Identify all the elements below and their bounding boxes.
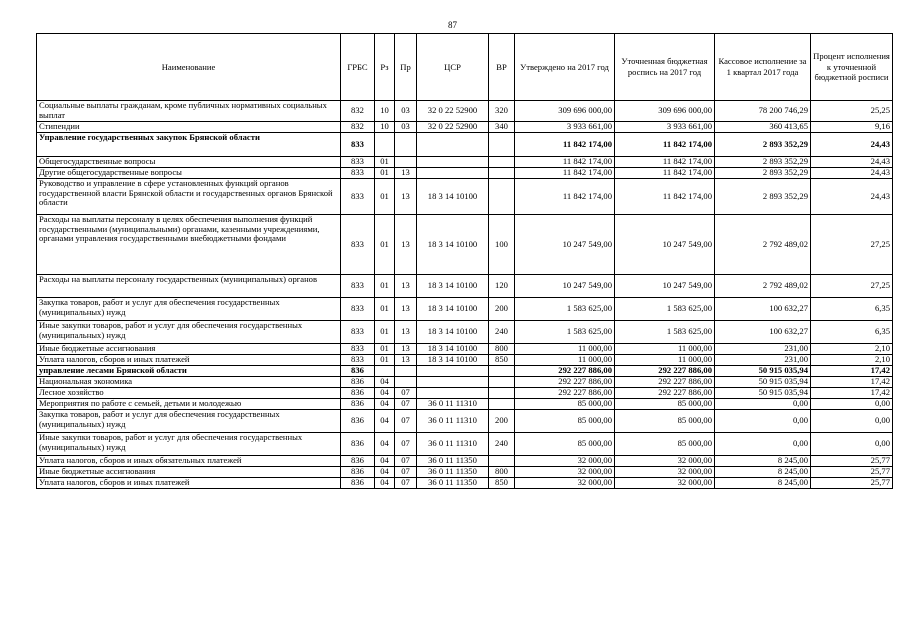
- row-name-cell: Иные закупки товаров, работ и услуг для обеспечения государственных (муниципальных) нужд: [37, 321, 341, 344]
- row-revised-cell: 85 000,00: [615, 410, 715, 433]
- row-csr-cell: 18 3 14 10100: [417, 344, 489, 355]
- header-csr: ЦСР: [417, 34, 489, 101]
- row-percent-cell: 24,43: [811, 157, 893, 168]
- row-csr-cell: [417, 388, 489, 399]
- row-csr-cell: 18 3 14 10100: [417, 355, 489, 366]
- row-name-cell: Лесное хозяйство: [37, 388, 341, 399]
- row-percent-cell: 6,35: [811, 298, 893, 321]
- row-grbs-cell: 836: [341, 366, 375, 377]
- row-name-cell: Мероприятия по работе с семьей, детьми и молодежью: [37, 399, 341, 410]
- table-row: [37, 215, 893, 275]
- row-rz-cell: 01: [375, 215, 395, 275]
- row-pr-cell: [395, 133, 417, 157]
- row-grbs-cell: 836: [341, 456, 375, 467]
- row-executed-cell: 2 792 489,02: [715, 275, 811, 298]
- row-rz-cell: 01: [375, 179, 395, 215]
- row-rz-cell: 04: [375, 456, 395, 467]
- table-row: [37, 321, 893, 344]
- row-grbs-cell: 836: [341, 388, 375, 399]
- row-vr-cell: [489, 399, 515, 410]
- row-name-cell: Другие общегосударственные вопросы: [37, 168, 341, 179]
- row-approved-cell: 10 247 549,00: [515, 215, 615, 275]
- row-percent-cell: 9,16: [811, 122, 893, 133]
- header-pr: Пр: [395, 34, 417, 101]
- row-pr-cell: 13: [395, 344, 417, 355]
- row-csr-cell: 36 0 11 11350: [417, 478, 489, 489]
- row-executed-cell: 231,00: [715, 344, 811, 355]
- row-pr-cell: 03: [395, 101, 417, 122]
- row-grbs-cell: 832: [341, 101, 375, 122]
- row-approved-cell: 11 842 174,00: [515, 179, 615, 215]
- row-executed-cell: 50 915 035,94: [715, 366, 811, 377]
- row-rz-cell: 01: [375, 298, 395, 321]
- table-row: [37, 133, 893, 157]
- header-executed: Кассовое исполнение за 1 квартал 2017 года: [715, 34, 811, 101]
- table-row: [37, 157, 893, 168]
- row-revised-cell: 32 000,00: [615, 478, 715, 489]
- row-percent-cell: 25,77: [811, 456, 893, 467]
- row-name-cell: Управление государственных закупок Брянской области: [37, 133, 341, 157]
- row-name-cell: Социальные выплаты гражданам, кроме публичных нормативных социальных выплат: [37, 101, 341, 122]
- table-row: [37, 388, 893, 399]
- row-pr-cell: 07: [395, 410, 417, 433]
- row-pr-cell: 03: [395, 122, 417, 133]
- row-revised-cell: 292 227 886,00: [615, 377, 715, 388]
- row-name-cell: Расходы на выплаты персоналу государственных (муниципальных) органов: [37, 275, 341, 298]
- row-grbs-cell: 833: [341, 157, 375, 168]
- row-csr-cell: 36 0 11 11310: [417, 399, 489, 410]
- row-grbs-cell: 833: [341, 344, 375, 355]
- row-csr-cell: [417, 168, 489, 179]
- row-executed-cell: 50 915 035,94: [715, 377, 811, 388]
- row-percent-cell: 25,77: [811, 467, 893, 478]
- table-row: [37, 377, 893, 388]
- row-vr-cell: [489, 388, 515, 399]
- row-pr-cell: 07: [395, 478, 417, 489]
- table-row: [37, 456, 893, 467]
- row-csr-cell: 36 0 11 11310: [417, 410, 489, 433]
- header-percent: Процент исполнения к уточненной бюджетной росписи: [811, 34, 893, 101]
- row-percent-cell: 0,00: [811, 433, 893, 456]
- row-rz-cell: 04: [375, 467, 395, 478]
- row-grbs-cell: 833: [341, 215, 375, 275]
- row-pr-cell: 13: [395, 298, 417, 321]
- row-percent-cell: 0,00: [811, 410, 893, 433]
- table-row: [37, 433, 893, 456]
- header-vr: ВР: [489, 34, 515, 101]
- row-approved-cell: 11 842 174,00: [515, 133, 615, 157]
- row-approved-cell: 11 842 174,00: [515, 168, 615, 179]
- row-pr-cell: 13: [395, 355, 417, 366]
- row-rz-cell: 01: [375, 344, 395, 355]
- row-pr-cell: [395, 377, 417, 388]
- row-grbs-cell: 836: [341, 377, 375, 388]
- row-vr-cell: 320: [489, 101, 515, 122]
- row-revised-cell: 309 696 000,00: [615, 101, 715, 122]
- row-vr-cell: [489, 168, 515, 179]
- row-approved-cell: 85 000,00: [515, 410, 615, 433]
- row-revised-cell: 10 247 549,00: [615, 215, 715, 275]
- row-csr-cell: [417, 377, 489, 388]
- row-pr-cell: 13: [395, 179, 417, 215]
- row-executed-cell: 50 915 035,94: [715, 388, 811, 399]
- row-grbs-cell: 836: [341, 433, 375, 456]
- row-executed-cell: 8 245,00: [715, 456, 811, 467]
- row-approved-cell: 292 227 886,00: [515, 388, 615, 399]
- row-executed-cell: 100 632,27: [715, 321, 811, 344]
- row-pr-cell: 13: [395, 168, 417, 179]
- row-rz-cell: 04: [375, 399, 395, 410]
- row-percent-cell: 17,42: [811, 366, 893, 377]
- row-vr-cell: 800: [489, 344, 515, 355]
- row-name-cell: Иные бюджетные ассигнования: [37, 344, 341, 355]
- row-executed-cell: 0,00: [715, 410, 811, 433]
- row-csr-cell: 18 3 14 10100: [417, 321, 489, 344]
- row-revised-cell: 32 000,00: [615, 467, 715, 478]
- header-revised: Уточненная бюджетная роспись на 2017 год: [615, 34, 715, 101]
- row-vr-cell: [489, 377, 515, 388]
- row-revised-cell: 11 842 174,00: [615, 168, 715, 179]
- row-revised-cell: 292 227 886,00: [615, 388, 715, 399]
- row-name-cell: Общегосударственные вопросы: [37, 157, 341, 168]
- header-rz: Рз: [375, 34, 395, 101]
- row-csr-cell: 32 0 22 52900: [417, 101, 489, 122]
- row-percent-cell: 17,42: [811, 377, 893, 388]
- table-row: [37, 467, 893, 478]
- row-approved-cell: 85 000,00: [515, 399, 615, 410]
- table-row: [37, 275, 893, 298]
- row-grbs-cell: 833: [341, 355, 375, 366]
- table-row: [37, 355, 893, 366]
- row-grbs-cell: 836: [341, 478, 375, 489]
- row-pr-cell: 07: [395, 456, 417, 467]
- table-row: [37, 122, 893, 133]
- row-approved-cell: 1 583 625,00: [515, 298, 615, 321]
- row-csr-cell: 36 0 11 11350: [417, 467, 489, 478]
- row-pr-cell: 07: [395, 399, 417, 410]
- row-executed-cell: 0,00: [715, 433, 811, 456]
- row-revised-cell: 11 000,00: [615, 344, 715, 355]
- row-rz-cell: 01: [375, 157, 395, 168]
- row-name-cell: Иные бюджетные ассигнования: [37, 467, 341, 478]
- table-row: [37, 298, 893, 321]
- row-grbs-cell: 832: [341, 122, 375, 133]
- row-approved-cell: 11 000,00: [515, 344, 615, 355]
- row-revised-cell: 3 933 661,00: [615, 122, 715, 133]
- row-percent-cell: 17,42: [811, 388, 893, 399]
- row-name-cell: управление лесами Брянской области: [37, 366, 341, 377]
- row-csr-cell: [417, 133, 489, 157]
- row-revised-cell: 1 583 625,00: [615, 321, 715, 344]
- header-grbs: ГРБС: [341, 34, 375, 101]
- row-percent-cell: 24,43: [811, 133, 893, 157]
- row-csr-cell: 18 3 14 10100: [417, 298, 489, 321]
- row-revised-cell: 11 842 174,00: [615, 179, 715, 215]
- row-vr-cell: 240: [489, 321, 515, 344]
- row-vr-cell: 340: [489, 122, 515, 133]
- table-row: [37, 366, 893, 377]
- table-row: [37, 101, 893, 122]
- row-executed-cell: 0,00: [715, 399, 811, 410]
- row-name-cell: Закупка товаров, работ и услуг для обеспечения государственных (муниципальных) нужд: [37, 410, 341, 433]
- row-grbs-cell: 836: [341, 399, 375, 410]
- row-pr-cell: 13: [395, 215, 417, 275]
- row-percent-cell: 24,43: [811, 179, 893, 215]
- row-revised-cell: 1 583 625,00: [615, 298, 715, 321]
- row-csr-cell: 18 3 14 10100: [417, 215, 489, 275]
- row-rz-cell: 10: [375, 101, 395, 122]
- row-revised-cell: 11 842 174,00: [615, 133, 715, 157]
- row-approved-cell: 85 000,00: [515, 433, 615, 456]
- row-grbs-cell: 836: [341, 410, 375, 433]
- row-rz-cell: 10: [375, 122, 395, 133]
- row-vr-cell: [489, 133, 515, 157]
- row-approved-cell: 309 696 000,00: [515, 101, 615, 122]
- table-row: [37, 179, 893, 215]
- row-rz-cell: 01: [375, 355, 395, 366]
- row-name-cell: Иные закупки товаров, работ и услуг для обеспечения государственных (муниципальных) нужд: [37, 433, 341, 456]
- page-number: 87: [448, 20, 457, 30]
- row-pr-cell: 07: [395, 433, 417, 456]
- row-revised-cell: 85 000,00: [615, 399, 715, 410]
- row-vr-cell: 200: [489, 410, 515, 433]
- row-grbs-cell: 833: [341, 168, 375, 179]
- row-rz-cell: 04: [375, 433, 395, 456]
- row-name-cell: Закупка товаров, работ и услуг для обеспечения государственных (муниципальных) нужд: [37, 298, 341, 321]
- row-csr-cell: 18 3 14 10100: [417, 179, 489, 215]
- row-csr-cell: 36 0 11 11310: [417, 433, 489, 456]
- table-body: [37, 101, 893, 489]
- row-executed-cell: 2 893 352,29: [715, 157, 811, 168]
- row-grbs-cell: 833: [341, 179, 375, 215]
- header-name: Наименование: [37, 34, 341, 101]
- row-executed-cell: 78 200 746,29: [715, 101, 811, 122]
- row-rz-cell: [375, 133, 395, 157]
- row-percent-cell: 6,35: [811, 321, 893, 344]
- row-pr-cell: [395, 157, 417, 168]
- row-grbs-cell: 833: [341, 275, 375, 298]
- table-row: [37, 168, 893, 179]
- row-approved-cell: 1 583 625,00: [515, 321, 615, 344]
- table-row: [37, 344, 893, 355]
- row-percent-cell: 24,43: [811, 168, 893, 179]
- row-rz-cell: 04: [375, 388, 395, 399]
- row-vr-cell: 240: [489, 433, 515, 456]
- row-csr-cell: 18 3 14 10100: [417, 275, 489, 298]
- row-grbs-cell: 836: [341, 467, 375, 478]
- row-approved-cell: 11 000,00: [515, 355, 615, 366]
- row-vr-cell: 800: [489, 467, 515, 478]
- row-revised-cell: 10 247 549,00: [615, 275, 715, 298]
- row-approved-cell: 32 000,00: [515, 456, 615, 467]
- row-approved-cell: 32 000,00: [515, 478, 615, 489]
- row-name-cell: Руководство и управление в сфере установленных функций органов государственной власти Брянской области и государственных органов Брянской области: [37, 179, 341, 215]
- row-executed-cell: 100 632,27: [715, 298, 811, 321]
- row-percent-cell: 25,25: [811, 101, 893, 122]
- row-vr-cell: [489, 456, 515, 467]
- row-percent-cell: 27,25: [811, 215, 893, 275]
- row-vr-cell: [489, 366, 515, 377]
- row-rz-cell: 04: [375, 478, 395, 489]
- row-vr-cell: 850: [489, 355, 515, 366]
- row-approved-cell: 292 227 886,00: [515, 377, 615, 388]
- table-row: [37, 399, 893, 410]
- row-csr-cell: [417, 366, 489, 377]
- row-grbs-cell: 833: [341, 298, 375, 321]
- budget-table: [36, 33, 893, 489]
- row-grbs-cell: 833: [341, 133, 375, 157]
- row-name-cell: Уплата налогов, сборов и иных обязательных платежей: [37, 456, 341, 467]
- row-csr-cell: 32 0 22 52900: [417, 122, 489, 133]
- row-csr-cell: [417, 157, 489, 168]
- row-vr-cell: 200: [489, 298, 515, 321]
- row-name-cell: Уплата налогов, сборов и иных платежей: [37, 355, 341, 366]
- row-percent-cell: 0,00: [811, 399, 893, 410]
- row-pr-cell: 13: [395, 275, 417, 298]
- row-revised-cell: 11 000,00: [615, 355, 715, 366]
- row-rz-cell: 01: [375, 168, 395, 179]
- row-grbs-cell: 833: [341, 321, 375, 344]
- row-executed-cell: 8 245,00: [715, 478, 811, 489]
- row-percent-cell: 27,25: [811, 275, 893, 298]
- row-csr-cell: 36 0 11 11350: [417, 456, 489, 467]
- row-name-cell: Стипендии: [37, 122, 341, 133]
- row-executed-cell: 2 893 352,29: [715, 133, 811, 157]
- row-executed-cell: 2 893 352,29: [715, 168, 811, 179]
- row-executed-cell: 231,00: [715, 355, 811, 366]
- row-revised-cell: 11 842 174,00: [615, 157, 715, 168]
- row-approved-cell: 292 227 886,00: [515, 366, 615, 377]
- row-pr-cell: 07: [395, 467, 417, 478]
- row-percent-cell: 2,10: [811, 344, 893, 355]
- row-approved-cell: 10 247 549,00: [515, 275, 615, 298]
- row-executed-cell: 2 792 489,02: [715, 215, 811, 275]
- row-percent-cell: 25,77: [811, 478, 893, 489]
- table-row: [37, 410, 893, 433]
- row-executed-cell: 360 413,65: [715, 122, 811, 133]
- row-revised-cell: 32 000,00: [615, 456, 715, 467]
- row-revised-cell: 292 227 886,00: [615, 366, 715, 377]
- row-vr-cell: 120: [489, 275, 515, 298]
- row-name-cell: Национальная экономика: [37, 377, 341, 388]
- row-rz-cell: 01: [375, 321, 395, 344]
- row-vr-cell: [489, 157, 515, 168]
- row-revised-cell: 85 000,00: [615, 433, 715, 456]
- row-rz-cell: 01: [375, 275, 395, 298]
- row-approved-cell: 3 933 661,00: [515, 122, 615, 133]
- row-executed-cell: 8 245,00: [715, 467, 811, 478]
- row-pr-cell: 13: [395, 321, 417, 344]
- row-vr-cell: 850: [489, 478, 515, 489]
- row-percent-cell: 2,10: [811, 355, 893, 366]
- header-approved: Утверждено на 2017 год: [515, 34, 615, 101]
- row-pr-cell: [395, 366, 417, 377]
- row-pr-cell: 07: [395, 388, 417, 399]
- row-executed-cell: 2 893 352,29: [715, 179, 811, 215]
- row-rz-cell: 04: [375, 410, 395, 433]
- row-rz-cell: [375, 366, 395, 377]
- row-approved-cell: 11 842 174,00: [515, 157, 615, 168]
- row-rz-cell: 04: [375, 377, 395, 388]
- row-vr-cell: 100: [489, 215, 515, 275]
- row-approved-cell: 32 000,00: [515, 467, 615, 478]
- table-row: [37, 478, 893, 489]
- row-vr-cell: [489, 179, 515, 215]
- row-name-cell: Расходы на выплаты персоналу в целях обеспечения выполнения функций государственными (муниципальными) органами, казенными учреждениями, органами управления государственными внебюджетными фондами: [37, 215, 341, 275]
- row-name-cell: Уплата налогов, сборов и иных платежей: [37, 478, 341, 489]
- table-header-row: [37, 34, 893, 101]
